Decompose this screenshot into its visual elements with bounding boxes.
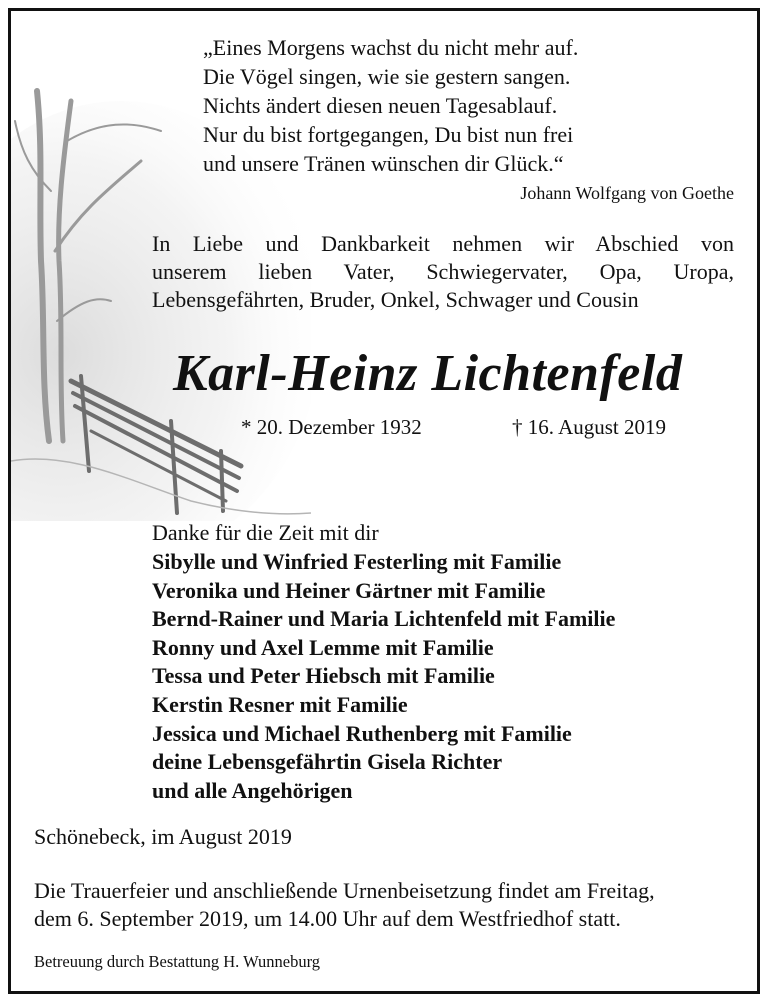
intro-line: unserem lieben Vater, Schwiegervater, Opa, Uropa, <box>152 259 734 284</box>
poem-line: Die Vögel singen, wie sie gestern sangen. <box>203 64 571 89</box>
poem-line: Nichts ändert diesen neuen Tagesablauf. <box>203 93 558 118</box>
undertaker-credit: Betreuung durch Bestattung H. Wunneburg <box>34 952 321 971</box>
mourner-entry: Kerstin Resner mit Familie <box>152 691 408 717</box>
obituary-notice <box>8 8 760 994</box>
mourner-entry: Jessica und Michael Ruthenberg mit Familie <box>152 720 572 746</box>
death-date: † 16. August 2019 <box>512 415 667 439</box>
place-date: Schönebeck, im August 2019 <box>34 824 292 849</box>
mourner-entry: Ronny und Axel Lemme mit Familie <box>152 634 494 660</box>
service-line: Die Trauerfeier und anschließende Urnenbeisetzung findet am Freitag, <box>34 878 655 903</box>
intro-line: In Liebe und Dankbarkeit nehmen wir Abschied von <box>152 231 734 256</box>
poem <box>203 33 578 178</box>
poem-line: und unsere Tränen wünschen dir Glück.“ <box>203 151 564 176</box>
mourner-entry: deine Lebensgefährtin Gisela Richter <box>152 749 503 775</box>
service-line: dem 6. September 2019, um 14.00 Uhr auf dem Westfriedhof statt. <box>34 906 621 931</box>
thanks-line: Danke für die Zeit mit dir <box>152 520 379 545</box>
poem-line: Nur du bist fortgegangen, Du bist nun frei <box>203 122 574 147</box>
birth-date: * 20. Dezember 1932 <box>241 415 422 439</box>
mourner-entry: Tessa und Peter Hiebsch mit Familie <box>152 663 495 689</box>
mourner-entry: Veronika und Heiner Gärtner mit Familie <box>152 577 546 603</box>
deceased-name: Karl-Heinz Lichtenfeld <box>173 345 683 402</box>
poem-author: Johann Wolfgang von Goethe <box>520 183 734 203</box>
mourner-entry: und alle Angehörigen <box>152 777 353 803</box>
service-info <box>34 877 746 933</box>
poem-line: „Eines Morgens wachst du nicht mehr auf. <box>203 35 579 60</box>
intro-line: Lebensgefährten, Bruder, Onkel, Schwager und Cousin <box>152 287 639 312</box>
mourner-entry: Sibylle und Winfried Festerling mit Familie <box>152 549 562 574</box>
mourners-list <box>152 548 615 805</box>
intro-text <box>152 230 734 314</box>
mourner-entry: Bernd-Rainer und Maria Lichtenfeld mit Familie <box>152 606 616 632</box>
